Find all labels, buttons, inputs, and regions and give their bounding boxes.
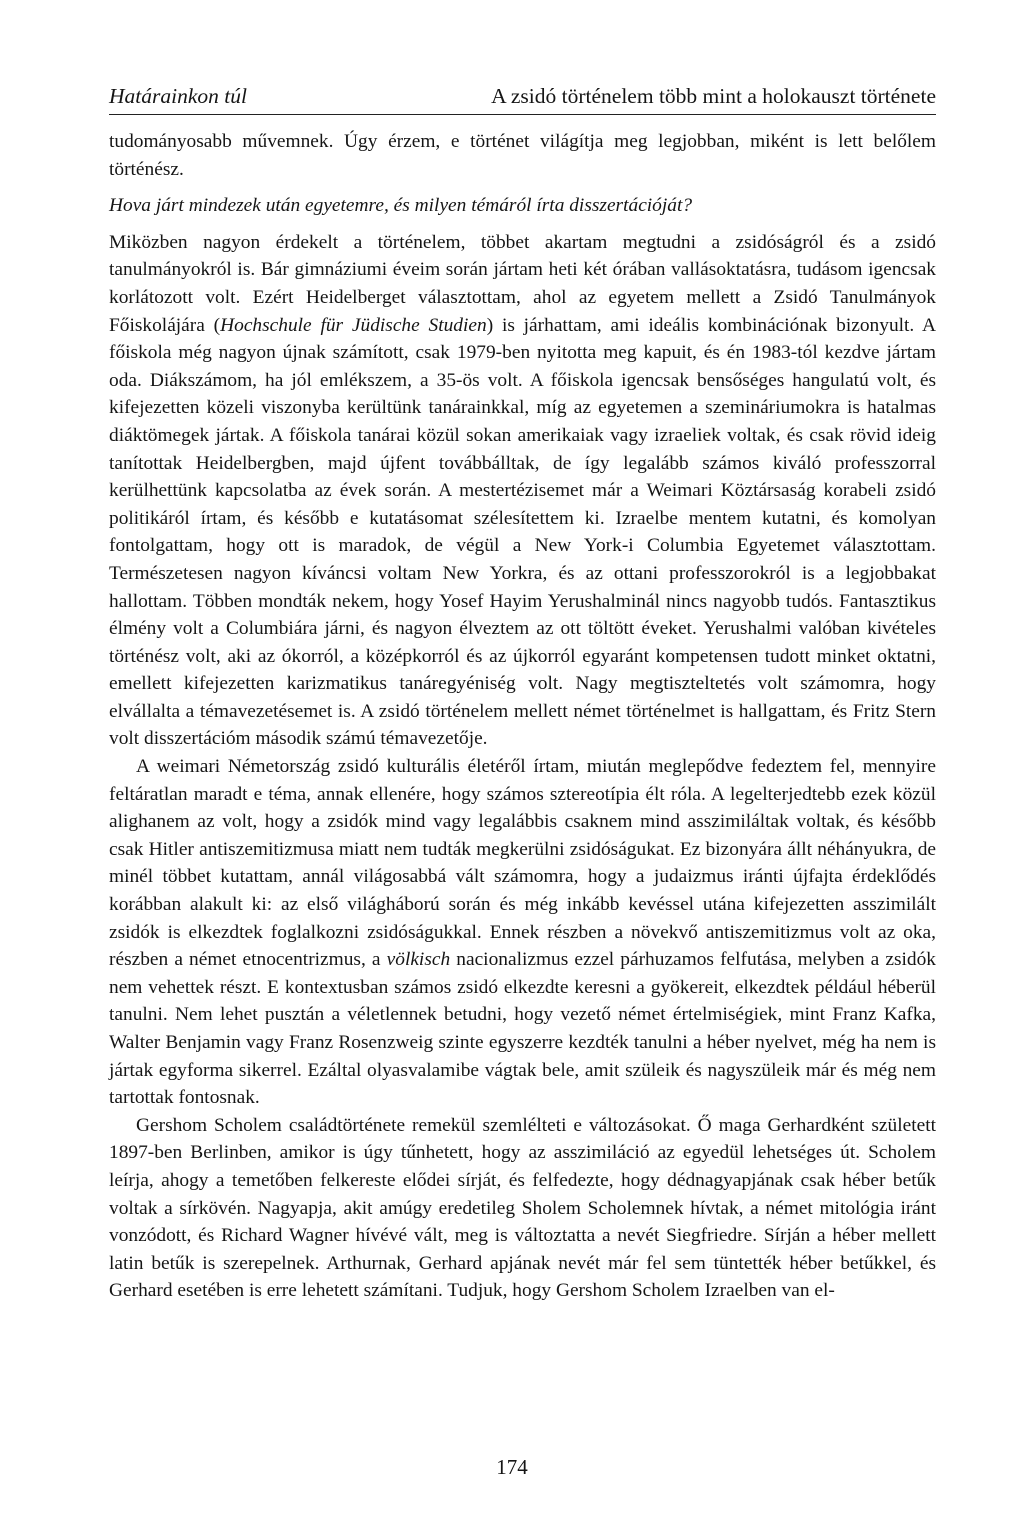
paragraph-answer-text-b: ) is járhattam, ami ideális kombinációnak bizonyult. A főiskola még nagyon újnak számított, csak 1979-ben nyitotta meg kapuit, és én 1983-tól kezdve jártam oda. Diákszámom, ha jól emlékszem, a 35-ös volt. A főiskola igencsak bensőséges hangulatú volt, és kifejezetten közeli viszonyba kerültünk tanárainkkal, míg az egyetemen a szemináriumokra is hatalmas diáktömegek jártak. A főiskola tanárai közül sokan amerikaiak vagy izraeliek voltak, és csak rövid ideig tanítottak Heidelbergben, majd újfent továbbálltak, de így legalább számos kiváló professzorral kerülhettünk kapcsolatba az évek során. A mestertézisemet már a Weimari Köztársaság korabeli zsidó politikáról írtam, és később e kutatásomat szélesítettem ki. Izraelbe mentem kutatni, és komolyan fontolgattam, hogy ott is maradok, de végül a New York-i Columbia Egyetemet választottam. Természetesen nagyon kíváncsi voltam New Yorkra, és az ottani professzorokról is a legjobbakat hallottam. Többen mondták nekem, hogy Yosef Hayim Yerushalminál nincs nagyobb tudós. Fantasztikus élmény volt a Columbiára járni, és nagyon élveztem az ott töltött éveket. Yerushalmi valóban kivételes történész volt, aki az ókorról, a középkorról és az újkorról egyaránt kompetensen tudott minket oktatni, emellett kifejezetten karizmatikus tanáregyéniség volt. Nagy megtiszteltetés volt számomra, hogy elvállalta a témavezetésemet is. A zsidó történelem mellett német történelmet is hallgattam, és Fritz Stern volt disszertációm második számú témavezetője. bbox=[109, 314, 936, 750]
page-number: 174 bbox=[496, 1455, 528, 1479]
header-section-title: Határainkon túl bbox=[109, 84, 247, 108]
interview-question: Hova járt mindezek után egyetemre, és milyen témáról írta disszertációját? bbox=[109, 195, 693, 217]
paragraph-answer bbox=[109, 229, 936, 753]
paragraph-continuation: tudományosabb művemnek. Úgy érzem, e történet világítja meg legjobban, miként is lett belőlem történész. bbox=[109, 131, 936, 180]
header-chapter-title: A zsidó történelem több mint a holokauszt története bbox=[491, 84, 936, 108]
paragraph-weimar-text-b: nacionalizmus ezzel párhuzamos felfutása, melyben a zsidók nem vehettek részt. E kontextusban számos zsidó elkezdte keresni a gyökereit, elkezdtek például héberül tanulni. Nem lehet pusztán a véletlennek betudni, hogy vezető német értelmiségiek, mint Franz Kafka, Walter Benjamin vagy Franz Rosenzweig szinte egyszerre kezdték tanulni a héber nyelvet, még ha nem is jártak egyforma sikerrel. Ezáltal olyasvalamibe vágtak bele, amit szüleik és nagyszüleik már és még nem tartottak fontosnak. bbox=[109, 949, 936, 1109]
paragraph-weimar bbox=[109, 753, 936, 1112]
paragraph-weimar-text-a: A weimari Németország zsidó kulturális életéről írtam, miután meglepődve fedeztem fel, mennyire feltáratlan maradt e téma, annak ellenére, hogy számos sztereotípia élt róla. A legelterjedtebb ezek közül alighanem az volt, hogy a zsidók mind vagy legalábbis csaknem mind asszimiláltak voltak, és később csak Hitler antiszemitizmusa miatt nem tudták megkerülni zsidóságukat. Ez bizonyára állt néhányukra, de minél többet kutattam, annál világosabbá vált számomra, hogy a judaizmus iránti újfajta érdeklődés korábban alakult ki: az első világháború során és még inkább kevéssel utána kifejezetten asszimilált zsidók is elkezdtek foglalkozni zsidóságukkal. Ennek részben a növekvő antiszemitizmus volt az oka, részben a német etnocentrizmus, a bbox=[109, 756, 936, 971]
page-body bbox=[109, 128, 936, 1305]
school-name-italic: Hochschule für Jüdische Studien bbox=[220, 314, 487, 336]
paragraph-answer-text-a: Miközben nagyon érdekelt a történelem, többet akartam megtudni a zsidóságról és a zsidó tanulmányokról is. Bár gimnáziumi éveim során jártam heti két órában vallásoktatásra, tudásom igencsak korlátozott volt. Ezért Heidelberget választottam, ahol az egyetem mellett a Zsidó Tanulmányok Főiskolájára ( bbox=[109, 231, 936, 336]
running-header bbox=[109, 84, 936, 115]
volkisch-italic: völkisch bbox=[386, 949, 451, 971]
paragraph-scholem: Gershom Scholem családtörténete remekül szemlélteti e változásokat. Ő maga Gerhardként született 1897-ben Berlinben, amikor is úgy tűnhetett, hogy az asszimiláció az egyedül lehetséges út. Scholem leírja, ahogy a temetőben felkereste elődei sírját, és felfedezte, hogy dédnagyapjának csak héber betűk voltak a sírkövén. Nagyapja, akit amúgy eredetileg Sholem Scholemnek hívtak, a német mitológia iránt vonzódott, és Richard Wagner hívévé vált, meg is változtatta a nevét Siegfriedre. Sírján a héber mellett latin betűk is szerepelnek. Arthurnak, Gerhard apjának nevét már fel sem tüntették héber betűkkel, és Gerhard esetében is erre lehetett számítani. Tudjuk, hogy Gershom Scholem Izraelben van el- bbox=[109, 1114, 936, 1302]
